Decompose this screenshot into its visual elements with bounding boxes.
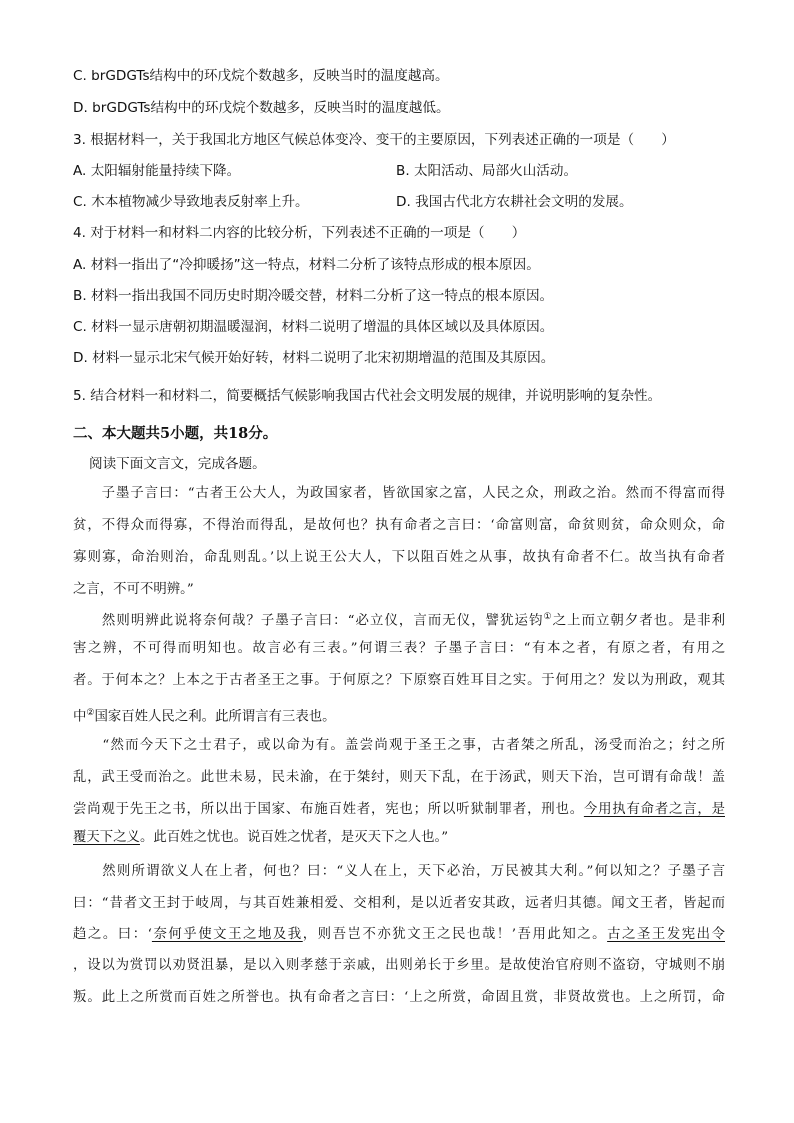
section-2-instruction: 阅读下面文言文，完成各题。 [89, 456, 266, 472]
passage-p1-line-1: 子墨子言曰：“古者王公大人，为政国家者，皆欲国家之富，人民之众，刑政之治。然而不得富而得 [73, 486, 725, 501]
passage-p1-line-4: 之言，不可不明辨。” [73, 582, 194, 597]
footnote-marker-2: ② [86, 708, 95, 718]
q4-option-b: B. 材料一指出我国不同历史时期冷暖交替，材料二分析了这一特点的根本原因。 [73, 288, 554, 304]
passage-text: 然则明辨此说将奈何哉？子墨子言曰：“必立仪，言而无仪，譬犹运钧 [73, 613, 544, 629]
passage-text: 国家百姓人民之利。此所谓言有三表也。 [94, 709, 336, 725]
q3-stem: 3. 根据材料一，关于我国北方地区气候总体变冷、变干的主要原因，下列表述正确的一项是（ ） [73, 132, 675, 148]
passage-p4-line-4: ，设以为赏罚以劝贤沮暴，是以入则孝慈于亲戚，出则弟长于乡里。是故使治官府则不盗窃，守城则不崩 [73, 958, 725, 973]
underlined-sentence-1: 今用执有命者之言，是 [583, 802, 725, 817]
passage-p2-line-2: 害之辨，不可得而明知也。故言必有三表。”何谓三表？子墨子言曰：“有本之者，有原之者，有用之 [73, 641, 725, 656]
passage-text: 趋之。曰：‘ [73, 927, 152, 942]
underlined-sentence-3: 古之圣王发宪出令 [607, 927, 725, 942]
passage-p3-line-2: 乱，武王受而治之。此世未易，民未渝，在于桀纣，则天下乱，在于汤武，则天下治，岂可谓有命哉！盖 [73, 770, 725, 785]
footnote-marker-1: ① [543, 612, 553, 622]
passage-text: 。此百姓之忧也。说百姓之忧者，是灭天下之人也。” [139, 830, 449, 845]
q2-option-d: D. brGDGTs结构中的环戊烷个数越多，反映当时的温度越低。 [73, 100, 450, 116]
underlined-sentence-2: 奈何乎使文王之地及我 [151, 927, 303, 942]
q5-question: 5. 结合材料一和材料二，简要概括气候影响我国古代社会文明发展的规律，并说明影响的复杂性。 [73, 388, 662, 404]
underlined-sentence-1-end: 覆天下之义 [73, 830, 140, 845]
q4-option-c: C. 材料一显示唐朝初期温暖湿润，材料二说明了增温的具体区域以及具体原因。 [73, 319, 554, 335]
passage-p2-line-1 [73, 607, 725, 631]
passage-p2-line-4 [73, 703, 725, 727]
passage-text: 尝尚观于先王之书，所以出于国家、布施百姓者，宪也；所以听狱制罪者，刑也。 [73, 802, 584, 817]
q3-option-d: D. 我国古代北方农耕社会文明的发展。 [396, 194, 633, 210]
passage-p2-line-3: 者。于何本之？上本之于古者圣王之事。于何原之？下原察百姓耳目之实。于何用之？发以为刑政，观其 [73, 673, 725, 688]
passage-p3-line-4 [73, 828, 725, 848]
q4-stem: 4. 对于材料一和材料二内容的比较分析，下列表述不正确的一项是（ ） [73, 225, 526, 241]
q3-option-a: A. 太阳辐射能量持续下降。 [73, 163, 241, 179]
section-2-title: 二、本大题共5小题，共18分。 [73, 425, 278, 442]
passage-p1-line-2: 贫，不得众而得寡，不得治而得乱，是故何也？执有命者之言曰：‘命富则富，命贫则贫，命众则众，命 [73, 518, 725, 533]
passage-text: 中 [73, 709, 87, 725]
q3-option-b: B. 太阳活动、局部火山活动。 [396, 163, 578, 179]
passage-p4-line-2: 曰：“昔者文王封于岐周，与其百姓兼相爱、交相利，是以近者安其政，远者归其德。闻文王者，皆起而 [73, 896, 725, 911]
passage-p1-line-3: 寡则寡，命治则治，命乱则乱。’以上说王公大人，下以阻百姓之从事，故执有命者不仁。故当执有命者 [73, 550, 725, 565]
passage-p4-line-3 [73, 925, 725, 945]
passage-p3-line-1: “然而今天下之士君子，或以命为有。盖尝尚观于圣王之事，古者桀之所乱，汤受而治之；纣之所 [73, 738, 725, 753]
passage-text: ，则吾岂不亦犹文王之民也哉！’吾用此知之。 [302, 927, 608, 942]
passage-p3-line-3 [73, 800, 725, 820]
passage-p4-line-1: 然则所谓欲义人在上者，何也？曰：“义人在上，天下必治，万民被其大利。”何以知之？子墨子言 [73, 864, 725, 879]
q4-option-a: A. 材料一指出了“冷抑暖扬”这一特点，材料二分析了该特点形成的根本原因。 [73, 257, 540, 273]
passage-p4-line-5: 叛。此上之所赏而百姓之所誉也。执有命者之言曰：‘上之所赏，命固且赏，非贤故赏也。上之所罚，命 [73, 990, 725, 1005]
passage-text: 之上而立朝夕者也。是非利 [552, 613, 725, 629]
q4-option-d: D. 材料一显示北宋气候开始好转，材料二说明了北宋初期增温的范围及其原因。 [73, 350, 555, 366]
q2-option-c: C. brGDGTs结构中的环戊烷个数越多，反映当时的温度越高。 [73, 68, 449, 84]
q3-option-c: C. 木本植物减少导致地表反射率上升。 [73, 194, 309, 210]
